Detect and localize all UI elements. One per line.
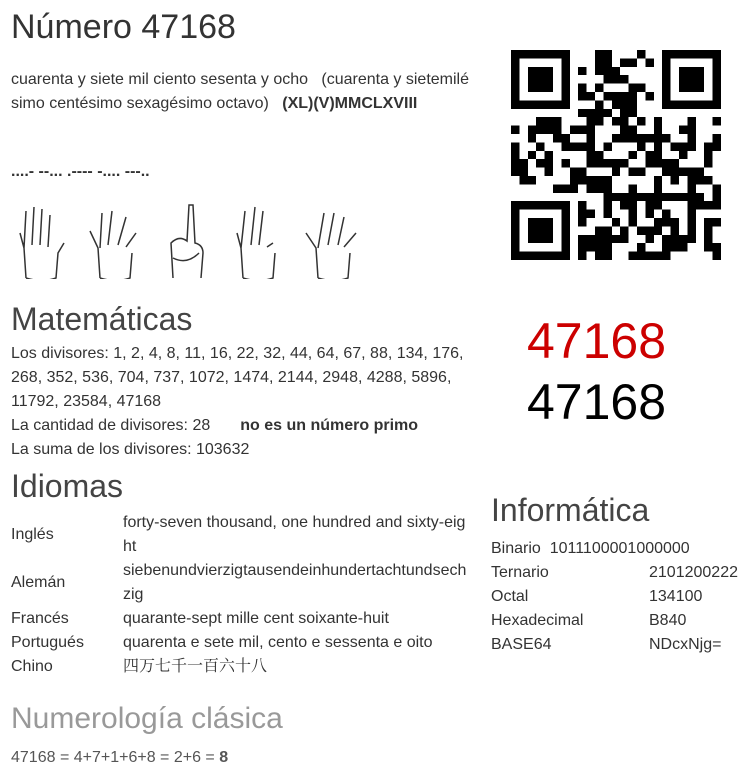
morse-code: ....- --... .---- -.... ---.. [11, 163, 150, 180]
sign-language-hands [14, 203, 372, 284]
base-label: Octal [491, 588, 529, 605]
language-name: Inglés [11, 526, 54, 543]
base-row [491, 609, 738, 633]
divisor-sum: La suma de los divisores: 103632 [11, 441, 250, 458]
language-translation: forty-seven thousand, one hundred and sixty-eight [123, 514, 466, 555]
language-name: Francés [11, 610, 69, 627]
language-name: Chino [11, 658, 53, 675]
numerology-line [11, 746, 283, 770]
binary-row [491, 537, 741, 561]
base-value: 134100 [649, 588, 703, 605]
base-label: BASE64 [491, 636, 552, 653]
base-label: Ternario [491, 564, 549, 581]
language-row [11, 655, 468, 679]
base-row [491, 585, 738, 609]
language-row [11, 511, 468, 559]
base-label: Hexadecimal [491, 612, 584, 629]
divisor-count: La cantidad de divisores: 28 [11, 417, 211, 434]
languages-heading: Idiomas [11, 468, 124, 504]
divisors-list: Los divisores: 1, 2, 4, 8, 11, 16, 22, 32, 44, 64, 67, 88, 134, 176, 268, 352, 536, 704, 737, 1072, 1474, 2144, 2948, 4288, 5896, 11792, 23584, 47168 [11, 345, 464, 410]
numerology-section [11, 702, 283, 770]
base-value: 2101200222 [649, 564, 738, 581]
informatics-section [491, 492, 741, 657]
roman-numeral: (XL)(V)MMCLXVIII [282, 95, 418, 112]
language-row [11, 631, 468, 655]
numerology-result: 8 [219, 749, 229, 766]
language-translation: siebenundvierzigtausendeinhundertachtundsechzig [123, 562, 467, 603]
math-section [11, 301, 473, 462]
number-words [11, 68, 473, 116]
page-title: Número 47168 [11, 8, 236, 46]
hand-sign-7-icon [86, 203, 142, 279]
binary-value: 1011100001000000 [549, 540, 690, 557]
language-row [11, 559, 468, 607]
math-heading: Matemáticas [11, 301, 193, 337]
qr-code [511, 50, 721, 260]
informatics-heading: Informática [491, 492, 650, 528]
language-name: Portugués [11, 634, 84, 651]
hand-sign-6-icon [231, 203, 287, 279]
languages-table [11, 511, 468, 679]
languages-section [11, 468, 473, 679]
language-row [11, 607, 468, 631]
base-value: NDcxNjg= [649, 636, 722, 653]
language-name: Alemán [11, 574, 66, 591]
hand-sign-4-icon [14, 203, 70, 279]
number-black: 47168 [527, 374, 667, 430]
divisor-count-line [11, 414, 473, 438]
base-row [491, 561, 738, 585]
ordinal-words: (cuarenta y sietemilésimo centésimo sexagésimo octavo) [11, 71, 470, 112]
hand-sign-8-icon [304, 203, 360, 279]
number-red: 47168 [527, 313, 667, 369]
language-translation: 四万七千一百六十八 [123, 658, 268, 675]
numerology-heading: Numerología clásica [11, 702, 283, 735]
language-translation: quarante-sept mille cent soixante-huit [123, 610, 389, 627]
hand-sign-1-icon [159, 203, 215, 279]
binary-label: Binario [491, 540, 541, 557]
language-translation: quarenta e sete mil, cento e sessenta e oito [123, 634, 433, 651]
cardinal-words: cuarenta y siete mil ciento sesenta y ocho [11, 71, 309, 88]
prime-status: no es un número primo [240, 417, 419, 434]
base-row [491, 633, 738, 657]
base-value: B840 [649, 612, 687, 629]
numerology-formula: 47168 = 4+7+1+6+8 = 2+6 = [11, 749, 220, 766]
